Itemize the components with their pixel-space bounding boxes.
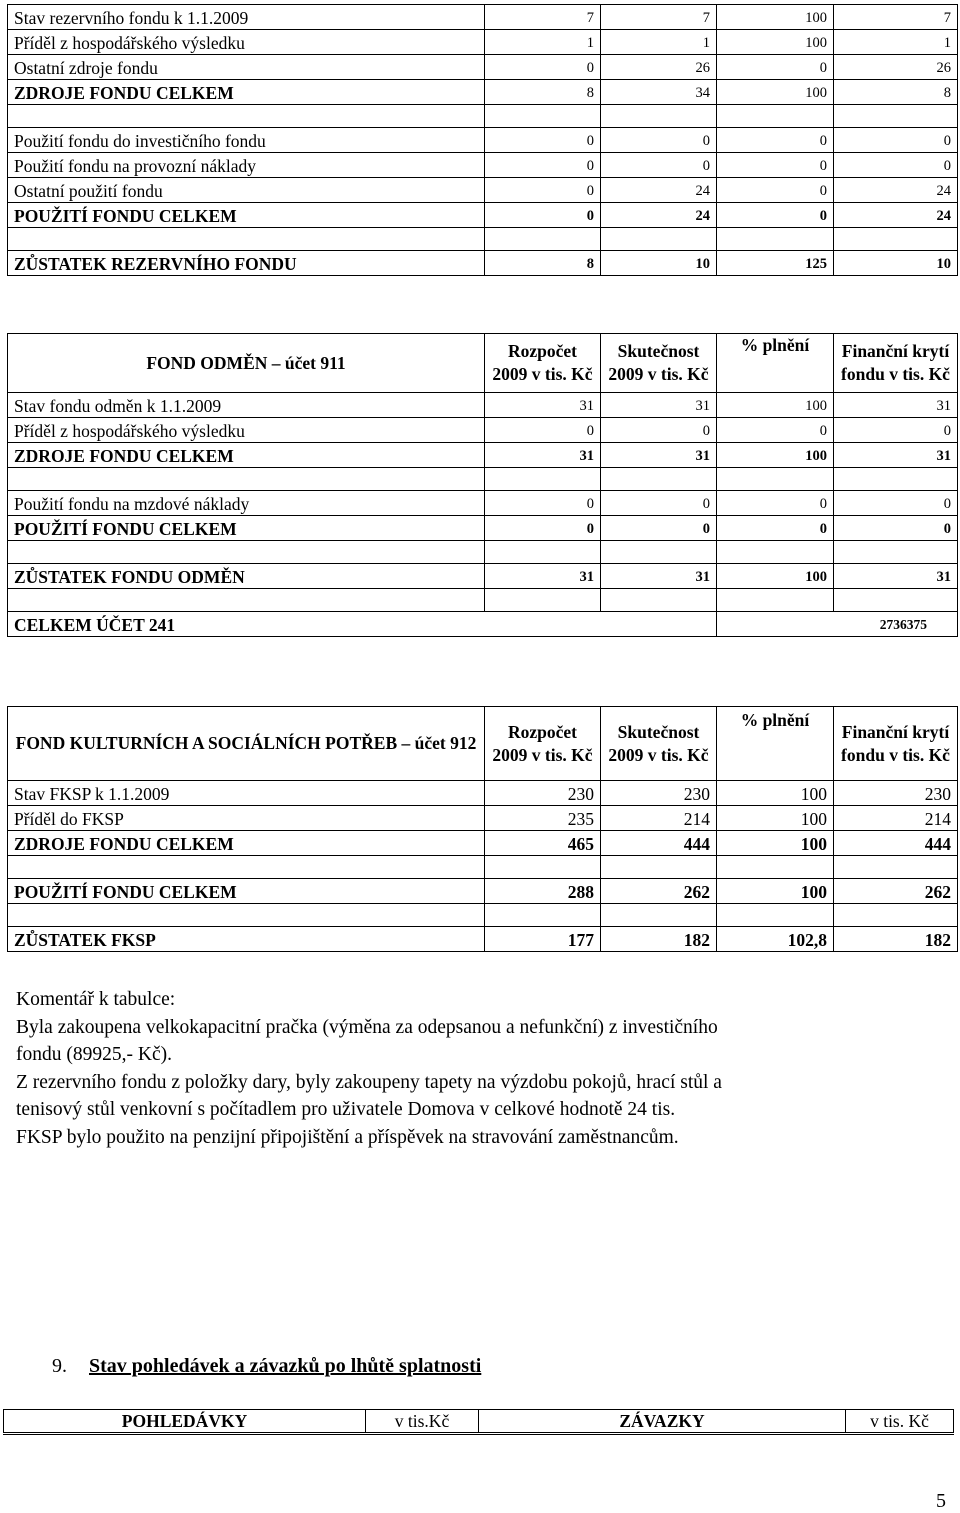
- actual-cell: 0: [601, 516, 717, 541]
- section-title: Stav pohledávek a závazků po lhůtě splatnosti: [89, 1355, 482, 1377]
- budget-cell: 31: [485, 443, 601, 468]
- table-row: [8, 491, 958, 516]
- actual-cell: 182: [601, 927, 717, 952]
- coverage-cell: 10: [834, 251, 958, 276]
- row-label: Ostatní zdroje fondu: [8, 55, 485, 80]
- column-header: Finanční krytí fondu v tis. Kč: [834, 334, 958, 393]
- actual-cell: 24: [601, 203, 717, 228]
- comment-line: Z rezervního fondu z položky dary, byly zakoupeny tapety na výzdobu pokojů, hrací stůl a: [16, 1071, 722, 1093]
- table-row: [8, 178, 958, 203]
- coverage-cell: 214: [834, 806, 958, 831]
- budget-cell: 465: [485, 831, 601, 856]
- row-label: Stav FKSP k 1.1.2009: [8, 781, 485, 806]
- table-row: [8, 516, 958, 541]
- budget-cell: 0: [485, 418, 601, 443]
- coverage-cell: 1: [834, 30, 958, 55]
- coverage-cell: 8: [834, 80, 958, 105]
- comment-heading: Komentář k tabulce:: [16, 989, 176, 1010]
- table-title: FOND KULTURNÍCH A SOCIÁLNÍCH POTŘEB – účet 912: [8, 707, 485, 781]
- coverage-cell: 7: [834, 5, 958, 30]
- row-label: Použití fondu na provozní náklady: [8, 153, 485, 178]
- table-row: [8, 927, 958, 952]
- comment-line: FKSP bylo použito na penzijní připojištění a příspěvek na stravování zaměstnancům.: [16, 1126, 679, 1148]
- actual-cell: 0: [601, 153, 717, 178]
- column-header: Skutečnost 2009 v tis. Kč: [601, 334, 717, 393]
- table-title: FOND ODMĚN – účet 911: [8, 334, 485, 393]
- header-row: [8, 707, 958, 781]
- spacer-row: [8, 589, 958, 612]
- actual-cell: 31: [601, 393, 717, 418]
- comment-line: tenisový stůl venkovní s počítadlem pro uživatele Domova v celkové hodnotě 24 tis.: [16, 1099, 676, 1120]
- page-number: 5: [936, 1490, 946, 1512]
- percent-cell: 100: [717, 879, 834, 904]
- spacer-row: [8, 856, 958, 879]
- coverage-cell: 24: [834, 178, 958, 203]
- row-label: Příděl do FKSP: [8, 806, 485, 831]
- receivables-payables-table: [3, 1409, 954, 1435]
- percent-cell: 100: [717, 564, 834, 589]
- coverage-cell: 0: [834, 153, 958, 178]
- header-row: [4, 1410, 954, 1434]
- budget-cell: 0: [485, 128, 601, 153]
- spacer-row: [8, 105, 958, 128]
- table-row: [8, 153, 958, 178]
- percent-cell: 0: [717, 491, 834, 516]
- actual-cell: 230: [601, 781, 717, 806]
- section-heading: [52, 1355, 481, 1378]
- table-row: [8, 443, 958, 468]
- row-label: Příděl z hospodářského výsledku: [8, 30, 485, 55]
- row-label: ZDROJE FONDU CELKEM: [8, 80, 485, 105]
- coverage-cell: 230: [834, 781, 958, 806]
- total-label: CELKEM ÚČET 241: [8, 612, 717, 637]
- table-row: [8, 393, 958, 418]
- table-row: [8, 128, 958, 153]
- coverage-cell: 31: [834, 564, 958, 589]
- percent-cell: 100: [717, 393, 834, 418]
- comment-line: fondu (89925,- Kč).: [16, 1044, 172, 1065]
- spacer-row: [8, 904, 958, 927]
- percent-cell: 100: [717, 80, 834, 105]
- actual-cell: 0: [601, 128, 717, 153]
- percent-cell: 0: [717, 203, 834, 228]
- table-row: [8, 203, 958, 228]
- spacer-row: [8, 228, 958, 251]
- actual-cell: 1: [601, 30, 717, 55]
- budget-cell: 8: [485, 251, 601, 276]
- percent-cell: 100: [717, 806, 834, 831]
- coverage-cell: 444: [834, 831, 958, 856]
- actual-cell: 10: [601, 251, 717, 276]
- total-value: 2736375: [717, 612, 958, 637]
- coverage-cell: 0: [834, 516, 958, 541]
- actual-cell: 7: [601, 5, 717, 30]
- percent-cell: 102,8: [717, 927, 834, 952]
- percent-cell: 0: [717, 153, 834, 178]
- row-label: POUŽITÍ FONDU CELKEM: [8, 516, 485, 541]
- actual-cell: 214: [601, 806, 717, 831]
- coverage-cell: 26: [834, 55, 958, 80]
- row-label: ZŮSTATEK REZERVNÍHO FONDU: [8, 251, 485, 276]
- coverage-cell: 31: [834, 443, 958, 468]
- budget-cell: 1: [485, 30, 601, 55]
- actual-cell: 444: [601, 831, 717, 856]
- fksp-table: [7, 706, 958, 952]
- budget-cell: 288: [485, 879, 601, 904]
- row-label: POUŽITÍ FONDU CELKEM: [8, 879, 485, 904]
- coverage-cell: 0: [834, 418, 958, 443]
- column-header: Finanční krytí fondu v tis. Kč: [834, 707, 958, 781]
- actual-cell: 34: [601, 80, 717, 105]
- column-header: Rozpočet 2009 v tis. Kč: [485, 334, 601, 393]
- coverage-cell: 0: [834, 128, 958, 153]
- budget-cell: 7: [485, 5, 601, 30]
- budget-cell: 0: [485, 55, 601, 80]
- column-header: v tis. Kč: [846, 1410, 954, 1434]
- row-label: Příděl z hospodářského výsledku: [8, 418, 485, 443]
- row-label: ZDROJE FONDU CELKEM: [8, 443, 485, 468]
- budget-cell: 8: [485, 80, 601, 105]
- spacer-row: [8, 541, 958, 564]
- table-row: [8, 251, 958, 276]
- table-row: [8, 418, 958, 443]
- column-header: ZÁVAZKY: [479, 1410, 846, 1434]
- reward-fund-table: [7, 333, 958, 637]
- percent-cell: 125: [717, 251, 834, 276]
- actual-cell: 0: [601, 418, 717, 443]
- percent-cell: 0: [717, 516, 834, 541]
- table-row: [8, 80, 958, 105]
- actual-cell: 24: [601, 178, 717, 203]
- budget-cell: 0: [485, 153, 601, 178]
- coverage-cell: 182: [834, 927, 958, 952]
- actual-cell: 31: [601, 564, 717, 589]
- row-label: Použití fondu do investičního fondu: [8, 128, 485, 153]
- row-label: ZŮSTATEK FKSP: [8, 927, 485, 952]
- actual-cell: 262: [601, 879, 717, 904]
- percent-cell: 0: [717, 418, 834, 443]
- table-row: [8, 781, 958, 806]
- budget-cell: 0: [485, 178, 601, 203]
- row-label: Stav rezervního fondu k 1.1.2009: [8, 5, 485, 30]
- comment-line: Byla zakoupena velkokapacitní pračka (výměna za odepsanou a nefunkční) z investičního: [16, 1016, 718, 1038]
- actual-cell: 26: [601, 55, 717, 80]
- row-label: Použití fondu na mzdové náklady: [8, 491, 485, 516]
- row-label: Stav fondu odměn k 1.1.2009: [8, 393, 485, 418]
- budget-cell: 0: [485, 516, 601, 541]
- spacer-row: [8, 468, 958, 491]
- table-row: [8, 806, 958, 831]
- table-row: [8, 564, 958, 589]
- coverage-cell: 0: [834, 491, 958, 516]
- row-label: POUŽITÍ FONDU CELKEM: [8, 203, 485, 228]
- coverage-cell: 31: [834, 393, 958, 418]
- percent-cell: 0: [717, 55, 834, 80]
- budget-cell: 235: [485, 806, 601, 831]
- table-row: [8, 5, 958, 30]
- reserve-fund-table: [7, 4, 958, 276]
- budget-cell: 31: [485, 564, 601, 589]
- coverage-cell: 262: [834, 879, 958, 904]
- percent-cell: 100: [717, 831, 834, 856]
- actual-cell: 31: [601, 443, 717, 468]
- column-header: POHLEDÁVKY: [4, 1410, 366, 1434]
- row-label: ZDROJE FONDU CELKEM: [8, 831, 485, 856]
- percent-cell: 0: [717, 128, 834, 153]
- row-label: ZŮSTATEK FONDU ODMĚN: [8, 564, 485, 589]
- budget-cell: 177: [485, 927, 601, 952]
- percent-cell: 100: [717, 30, 834, 55]
- budget-cell: 0: [485, 203, 601, 228]
- percent-cell: 0: [717, 178, 834, 203]
- column-header: % plnění: [717, 707, 834, 781]
- column-header: % plnění: [717, 334, 834, 393]
- percent-cell: 100: [717, 781, 834, 806]
- budget-cell: 31: [485, 393, 601, 418]
- table-row: [8, 831, 958, 856]
- column-header: Rozpočet 2009 v tis. Kč: [485, 707, 601, 781]
- coverage-cell: 24: [834, 203, 958, 228]
- percent-cell: 100: [717, 5, 834, 30]
- section-number: 9.: [52, 1355, 67, 1377]
- row-label: Ostatní použití fondu: [8, 178, 485, 203]
- budget-cell: 0: [485, 491, 601, 516]
- table-row: [8, 55, 958, 80]
- actual-cell: 0: [601, 491, 717, 516]
- table-row: [8, 879, 958, 904]
- column-header: v tis.Kč: [366, 1410, 479, 1434]
- total-row: [8, 612, 958, 637]
- header-row: [8, 334, 958, 393]
- column-header: Skutečnost 2009 v tis. Kč: [601, 707, 717, 781]
- percent-cell: 100: [717, 443, 834, 468]
- table-comment: [16, 986, 946, 1151]
- table-row: [8, 30, 958, 55]
- budget-cell: 230: [485, 781, 601, 806]
